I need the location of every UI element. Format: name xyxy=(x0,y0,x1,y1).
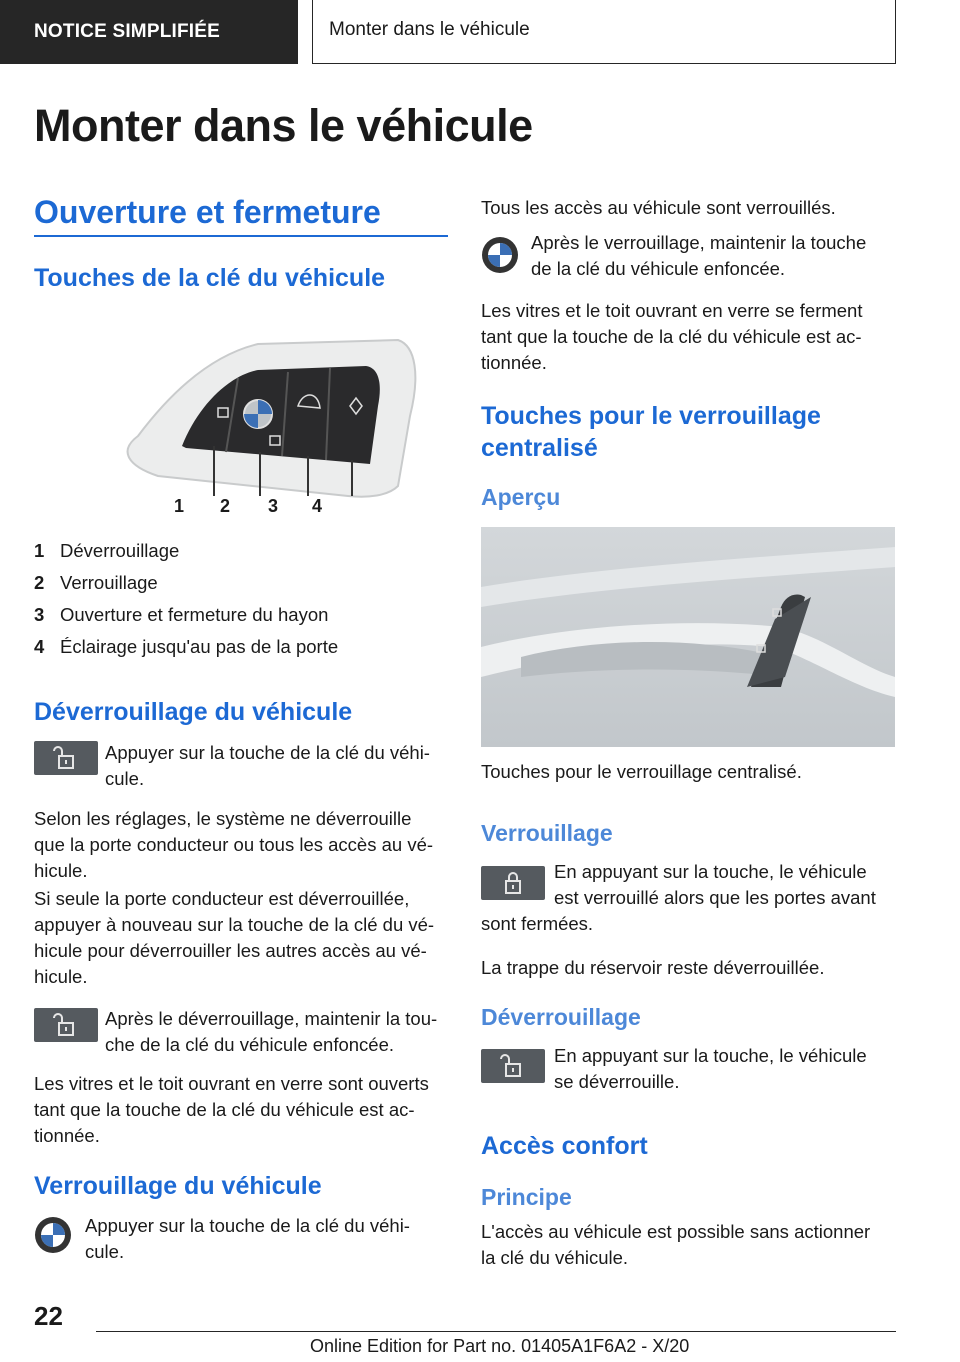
lock-sub-text: En appuyant sur la touche, le véhicule est verrouillé alors que les portes avant xyxy=(554,861,876,908)
unlock-sub-text: En appuyant sur la touche, le véhicule se déverrouille. xyxy=(554,1045,867,1092)
overview-caption: Touches pour le verrouillage centralisé. xyxy=(481,761,802,782)
unlock-key-icon xyxy=(481,1049,545,1083)
header-section-label: NOTICE SIMPLIFIÉE xyxy=(0,0,298,64)
bmw-logo-icon xyxy=(34,1216,72,1254)
section-rule xyxy=(34,235,448,237)
keys-heading: Touches de la clé du véhicule xyxy=(34,264,386,292)
list-item: 4 Éclairage jusqu'au pas de la porte xyxy=(34,636,339,657)
unlock-paragraph-3: Les vitres et le toit ouvrant en verre sont ouverts tant que la touche de la clé du véhicule est ac- tionnée. xyxy=(34,1073,429,1146)
key-fig-label-3: 3 xyxy=(268,496,279,516)
lock-hold-text: Après le verrouillage, maintenir la touche de la clé du véhicule enfoncée. xyxy=(531,232,867,279)
footer-edition: Online Edition for Part no. 01405A1F6A2 - X/20 xyxy=(310,1336,690,1356)
lock-heading: Verrouillage du véhicule xyxy=(34,1172,322,1200)
unlock-key-icon xyxy=(34,1008,98,1042)
unlock-hold-text: Après le déverrouillage, maintenir la tou- che de la clé du véhicule enfoncée. xyxy=(105,1008,438,1055)
footer-rule xyxy=(96,1331,896,1332)
section-heading-opening: Ouverture et fermeture xyxy=(34,194,381,230)
list-item: 2 Verrouillage xyxy=(34,572,158,593)
list-item: 1 Déverrouillage xyxy=(34,540,180,561)
principle-heading: Principe xyxy=(481,1184,572,1210)
page-title: Monter dans le véhicule xyxy=(34,100,533,151)
lock-sub-text-cont: sont fermées. xyxy=(481,913,594,934)
principle-text: L'accès au véhicule est possible sans actionner la clé du véhicule. xyxy=(481,1221,871,1268)
key-fig-label-2: 2 xyxy=(220,496,231,516)
lock-paragraph-2: Les vitres et le toit ouvrant en verre se ferment tant que la touche de la clé du véhicule est ac- tionnée. xyxy=(481,300,863,373)
unlock-heading: Déverrouillage du véhicule xyxy=(34,698,353,726)
key-fig-label-4: 4 xyxy=(312,496,323,516)
unlock-subheading: Déverrouillage xyxy=(481,1004,641,1030)
lock-subheading: Verrouillage xyxy=(481,820,613,846)
unlock-key-icon xyxy=(34,741,98,775)
lock-key-icon xyxy=(481,866,545,900)
lock-step-text: Appuyer sur la touche de la clé du véhi- cule. xyxy=(85,1215,410,1262)
overview-heading: Aperçu xyxy=(481,484,561,510)
lock-sub-paragraph: La trappe du réservoir reste déverrouillée. xyxy=(481,957,825,978)
list-item: 3 Ouverture et fermeture du hayon xyxy=(34,604,329,625)
unlock-paragraph-1: Selon les réglages, le système ne déverrouille que la porte conducteur ou tous les accès au vé- hicule. xyxy=(34,808,434,881)
key-fig-label-1: 1 xyxy=(174,496,185,516)
key-list xyxy=(34,535,448,663)
unlock-paragraph-2: Si seule la porte conducteur est déverrouillée, appuyer à nouveau sur la touche de la clé du vé- hicule pour déverrouiller les autres accès au vé- hicule. xyxy=(34,888,435,987)
page-number: 22 xyxy=(34,1301,63,1331)
header-chapter-label: Monter dans le véhicule xyxy=(312,0,896,64)
lock-result-text: Tous les accès au véhicule sont verrouillés. xyxy=(481,197,836,218)
unlock-step-text: Appuyer sur la touche de la clé du véhi- cule. xyxy=(105,742,430,789)
door-panel-image xyxy=(481,527,895,747)
car-key-image xyxy=(98,336,418,522)
bmw-logo-icon xyxy=(481,236,519,274)
comfort-access-heading: Accès confort xyxy=(481,1132,648,1160)
central-lock-heading: Touches pour le verrouillage centralisé xyxy=(481,402,821,462)
